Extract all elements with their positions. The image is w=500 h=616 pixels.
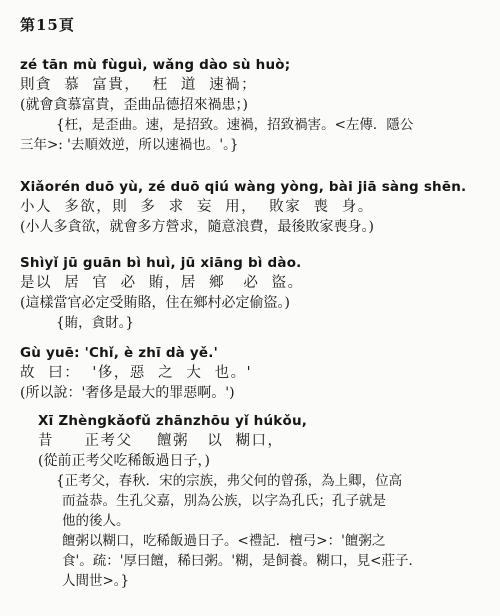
note-line: {正考父，春秋．宋的宗族，弗父何的曾孫，為上卿，位高 xyxy=(56,473,403,489)
pinyin-line: Xī Zhèngkǎofǔ zhānzhōu yǐ húkǒu, xyxy=(38,413,308,429)
pinyin-line: Gù yuē: 'Chǐ, è zhī dà yě.' xyxy=(20,345,218,361)
translation-line: (小人多貪欲，就會多方營求，隨意浪費，最後敗家喪身。) xyxy=(20,219,374,235)
pinyin-line: Xiǎorén duō yù, zé duō qiú wàng yòng, bài jiā sàng shēn. xyxy=(20,179,467,195)
translation-line: (所以說：'奢侈是最大的罪惡啊。') xyxy=(20,385,235,401)
chinese-line: 故 曰： '侈，惡 之 大 也。' xyxy=(20,365,253,381)
note-line: 三年>: '去順效逆，所以速禍也。'。} xyxy=(20,137,239,153)
note-line: 而益恭。生孔父嘉，別為公族，以字為孔氏；孔子就是 xyxy=(62,493,386,509)
chinese-line: 昔 正考父 饘粥 以 糊口， xyxy=(38,433,284,449)
verse-section xyxy=(20,56,490,155)
note-line: 他的後人。 xyxy=(62,513,130,529)
verse-section xyxy=(38,412,490,591)
verse-section xyxy=(20,254,490,333)
verse-section xyxy=(20,344,490,403)
verse-section xyxy=(20,178,490,237)
note-line: {賄，貪財。} xyxy=(56,315,134,331)
note-line: 食'。疏：'厚曰饘，稀曰粥。'糊，是飼養。糊口，見<莊子． xyxy=(62,553,422,569)
note-line: 饘粥以糊口，吃稀飯過日子。<禮記．檀弓>：'饘粥之 xyxy=(62,533,386,549)
translation-line: (就會貪慕富貴，歪曲品德招來禍患；) xyxy=(20,97,248,113)
pinyin-line: zé tān mù fùguì, wǎng dào sù huò; xyxy=(20,57,291,73)
page-number-label: 第15頁 xyxy=(20,16,75,34)
chinese-line: 是以 居 官 必 賄，居 鄉 必 盜。 xyxy=(20,275,304,291)
translation-line: (從前正考父吃稀飯過日子，) xyxy=(38,453,210,469)
note-line: 人間世>。} xyxy=(62,573,130,589)
chinese-line: 則貪 慕 富貴， 枉 道 速禍； xyxy=(20,77,258,93)
note-line: {枉，是歪曲。速，是招致。速禍，招致禍害。<左傳．隱公 xyxy=(56,117,414,133)
translation-line: (這樣當官必定受賄賂，住在鄉村必定偷盜。) xyxy=(20,295,290,311)
chinese-line: 小人 多欲，則 多 求 妄 用， 敗家 喪 身。 xyxy=(20,199,374,215)
pinyin-line: Shìyǐ jū guān bì huì, jū xiāng bì dào. xyxy=(20,255,302,271)
